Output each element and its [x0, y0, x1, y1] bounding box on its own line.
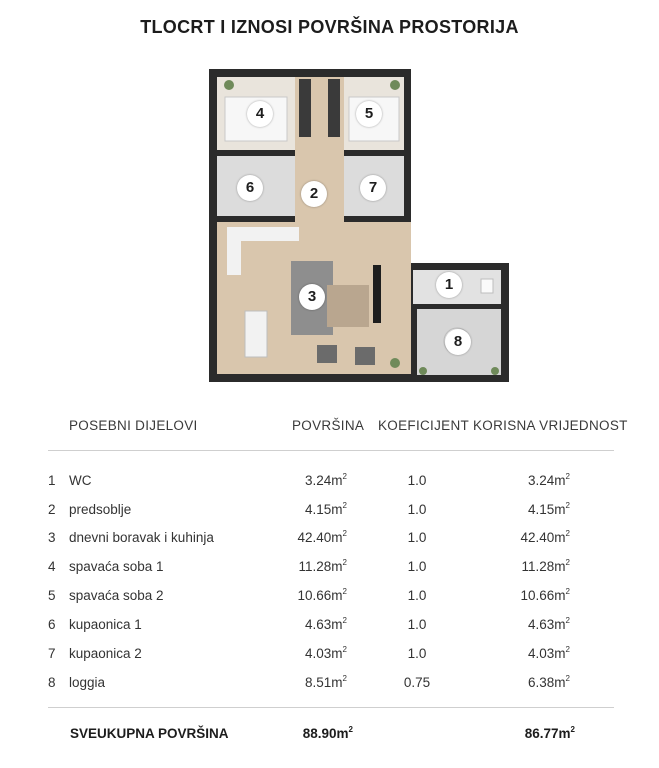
room-marker-3: 3	[299, 284, 325, 310]
room-name: predsoblje	[69, 502, 132, 517]
row-number: 3	[48, 530, 56, 545]
room-coefficient: 1.0	[407, 530, 427, 545]
room-area: $4.03m^2$	[305, 645, 347, 661]
divider	[48, 450, 614, 451]
row-number: 2	[48, 502, 56, 517]
header-area: POVRŠINA	[292, 418, 365, 433]
room-coefficient: 1.0	[407, 559, 427, 574]
table-row	[0, 675, 659, 695]
room-marker-5: 5	[356, 101, 382, 127]
room-marker-7: 7	[360, 175, 386, 201]
room-coefficient: 1.0	[407, 588, 427, 603]
room-name: spavaća soba 2	[69, 588, 164, 603]
row-number: 4	[48, 559, 56, 574]
room-usable: $4.63m^2$	[528, 616, 570, 632]
table-row	[0, 588, 659, 608]
header-parts: POSEBNI DIJELOVI	[69, 418, 198, 433]
header-coefficient: KOEFICIJENT	[378, 418, 470, 433]
room-name: spavaća soba 1	[69, 559, 164, 574]
room-usable: $4.03m^2$	[528, 645, 570, 661]
divider	[48, 707, 614, 708]
room-area: $4.63m^2$	[305, 616, 347, 632]
total-label: SVEUKUPNA POVRŠINA	[70, 726, 229, 741]
page-title: TLOCRT I IZNOSI POVRŠINA PROSTORIJA	[140, 17, 519, 37]
room-area: $42.40m^2$	[297, 529, 347, 545]
room-marker-1: 1	[436, 272, 462, 298]
room-marker-6: 6	[237, 175, 263, 201]
room-coefficient: 1.0	[407, 473, 427, 488]
total-row	[0, 726, 659, 746]
table-row	[0, 530, 659, 550]
table-row	[0, 646, 659, 666]
room-marker-4: 4	[247, 101, 273, 127]
room-coefficient: 0.75	[403, 675, 431, 690]
total-area: $88.90m^2$	[302, 725, 353, 741]
room-name: WC	[69, 473, 92, 488]
room-name: dnevni boravak i kuhinja	[69, 530, 214, 545]
table-row	[0, 559, 659, 579]
room-usable: $4.15m^2$	[528, 501, 570, 517]
room-coefficient: 1.0	[407, 502, 427, 517]
room-area: $3.24m^2$	[305, 472, 347, 488]
total-usable: $86.77m^2$	[524, 725, 575, 741]
room-area: $11.28m^2$	[298, 558, 347, 574]
room-name: kupaonica 2	[69, 646, 142, 661]
room-usable: $3.24m^2$	[528, 472, 570, 488]
table-row	[0, 617, 659, 637]
row-number: 8	[48, 675, 56, 690]
room-coefficient: 1.0	[407, 617, 427, 632]
room-area: $4.15m^2$	[305, 501, 347, 517]
row-number: 1	[48, 473, 56, 488]
room-marker-2: 2	[301, 181, 327, 207]
row-number: 6	[48, 617, 56, 632]
room-marker-8: 8	[445, 329, 471, 355]
floor-plan	[209, 69, 513, 382]
room-area: $10.66m^2$	[297, 587, 347, 603]
room-usable: $11.28m^2$	[521, 558, 570, 574]
room-usable: $42.40m^2$	[520, 529, 570, 545]
room-coefficient: 1.0	[407, 646, 427, 661]
row-number: 5	[48, 588, 56, 603]
header-usable: KORISNA VRIJEDNOST	[473, 418, 628, 433]
room-usable: $6.38m^2$	[528, 674, 570, 690]
room-name: loggia	[69, 675, 106, 690]
room-area: $8.51m^2$	[305, 674, 347, 690]
row-number: 7	[48, 646, 56, 661]
table-row	[0, 502, 659, 522]
room-name: kupaonica 1	[69, 617, 142, 632]
table-row	[0, 473, 659, 493]
room-usable: $10.66m^2$	[520, 587, 570, 603]
